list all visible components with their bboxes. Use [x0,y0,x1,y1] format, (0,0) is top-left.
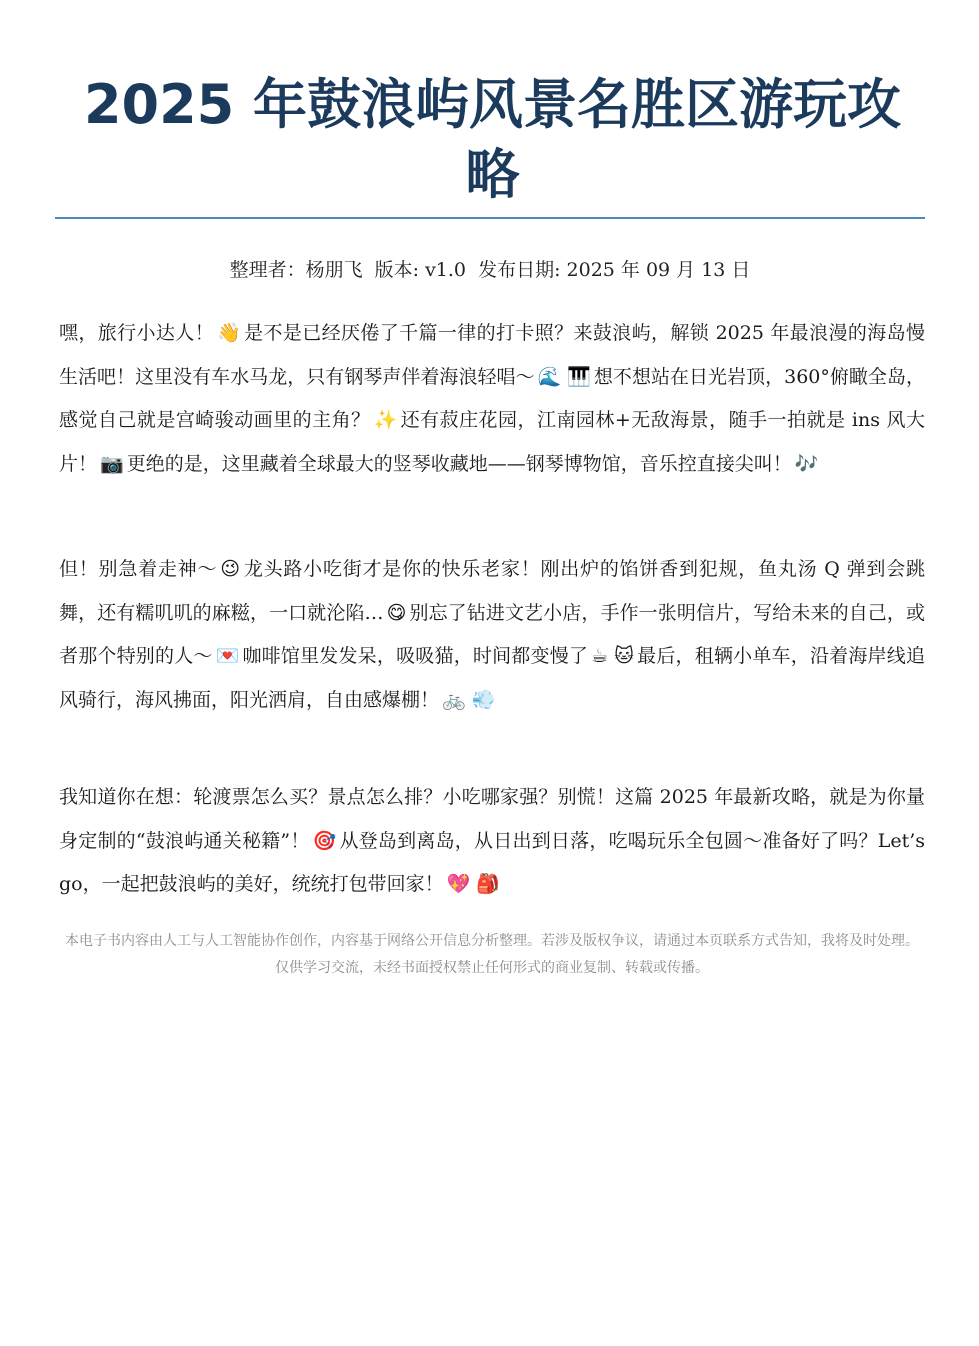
cat-face-icon: 🐱 [614,645,634,667]
text-run: 嘿，旅行小达人！ [59,322,215,344]
text-run: 想不想站在日光岩顶，360°俯瞰全岛，感觉自己就是宫崎骏动画里的主角？ [59,365,925,431]
music-notes-icon: 🎶 [794,452,819,475]
text-run: 我知道你在想：轮渡票怎么买？景点怎么排？小吃哪家强？别慌！这篇 2025 年最新攻略，就是为你量身定制的“鼓浪屿通关秘籍”！ [59,786,925,852]
backpack-icon: 🎒 [476,873,500,895]
intro-paragraph [59,312,925,486]
version-label: 版本: v1.0 [374,259,467,281]
publish-date-label: 发布日期: 2025 年 09 月 13 日 [478,259,751,281]
love-letter-icon: 💌 [215,645,240,667]
text-run: 更绝的是，这里藏着全球最大的竖琴收藏地——钢琴博物馆，音乐控直接尖叫！ [126,452,792,475]
text-run: 还有菽庄花园，江南园林+无敌海景，随手一拍就是 ins 风大片！ [59,409,925,475]
sparkles-icon: ✨ [373,409,398,431]
text-run: 龙头路小吃街才是你的快乐老家！刚出炉的馅饼香到犯规，鱼丸汤 Q 弹到会跳舞，还有糯叽叽的麻糍，一口就沦陷… [59,558,925,624]
piano-icon: 🎹 [567,365,591,388]
wave-icon: 🌊 [537,365,562,388]
copyright-disclaimer: 本电子书内容由人工与人工智能协作创作，内容基于网络公开信息分析整理。若涉及版权争议，请通过本页联系方式告知，我将及时处理。仅供学习交流，未经书面授权禁止任何形式的商业复制、转载或传播。 [65,933,919,976]
waving-hand-icon: 👋 [217,322,241,344]
winking-face-icon: 😉 [220,558,241,580]
text-run: 但！别急着走神～ [59,558,218,580]
text-run: 咖啡馆里发发呆，吸吸猫，时间都变慢了 [242,645,589,667]
guide-paragraph [59,776,925,907]
camera-icon: 📷 [100,452,124,475]
text-run: 别忘了钻进文艺小店，手作一张明信片，写给未来的自己，或者那个特别的人～ [59,601,925,667]
text-run: 最后，租辆小单车，沿着海岸线追风骑行，海风拂面，阳光洒肩，自由感爆棚！ [59,645,925,711]
dash-icon: 💨 [471,688,496,711]
food-paragraph [59,548,925,722]
document-meta [55,256,925,284]
bicycle-icon: 🚲 [442,688,466,711]
target-icon: 🎯 [312,829,337,852]
text-run: 是不是已经厌倦了千篇一律的打卡照？来鼓浪屿，解锁 2025 年最浪漫的海岛慢生活吧！这里没有车水马龙，只有钢琴声伴着海浪轻唱～ [59,322,925,388]
coffee-icon: ☕ [591,645,609,667]
sparkling-heart-icon: 💖 [446,873,471,895]
author-label: 整理者：杨朋飞 [229,259,363,281]
text-run: 从登岛到离岛，从日出到日落，吃喝玩乐全包圆～准备好了吗？Let’s go，一起把鼓浪屿的美好，统统打包带回家！ [59,829,925,895]
yum-face-icon: 😋 [386,601,407,624]
document-title: 2025 年鼓浪屿风景名胜区游玩攻略 [83,73,902,206]
title-divider [55,217,925,219]
